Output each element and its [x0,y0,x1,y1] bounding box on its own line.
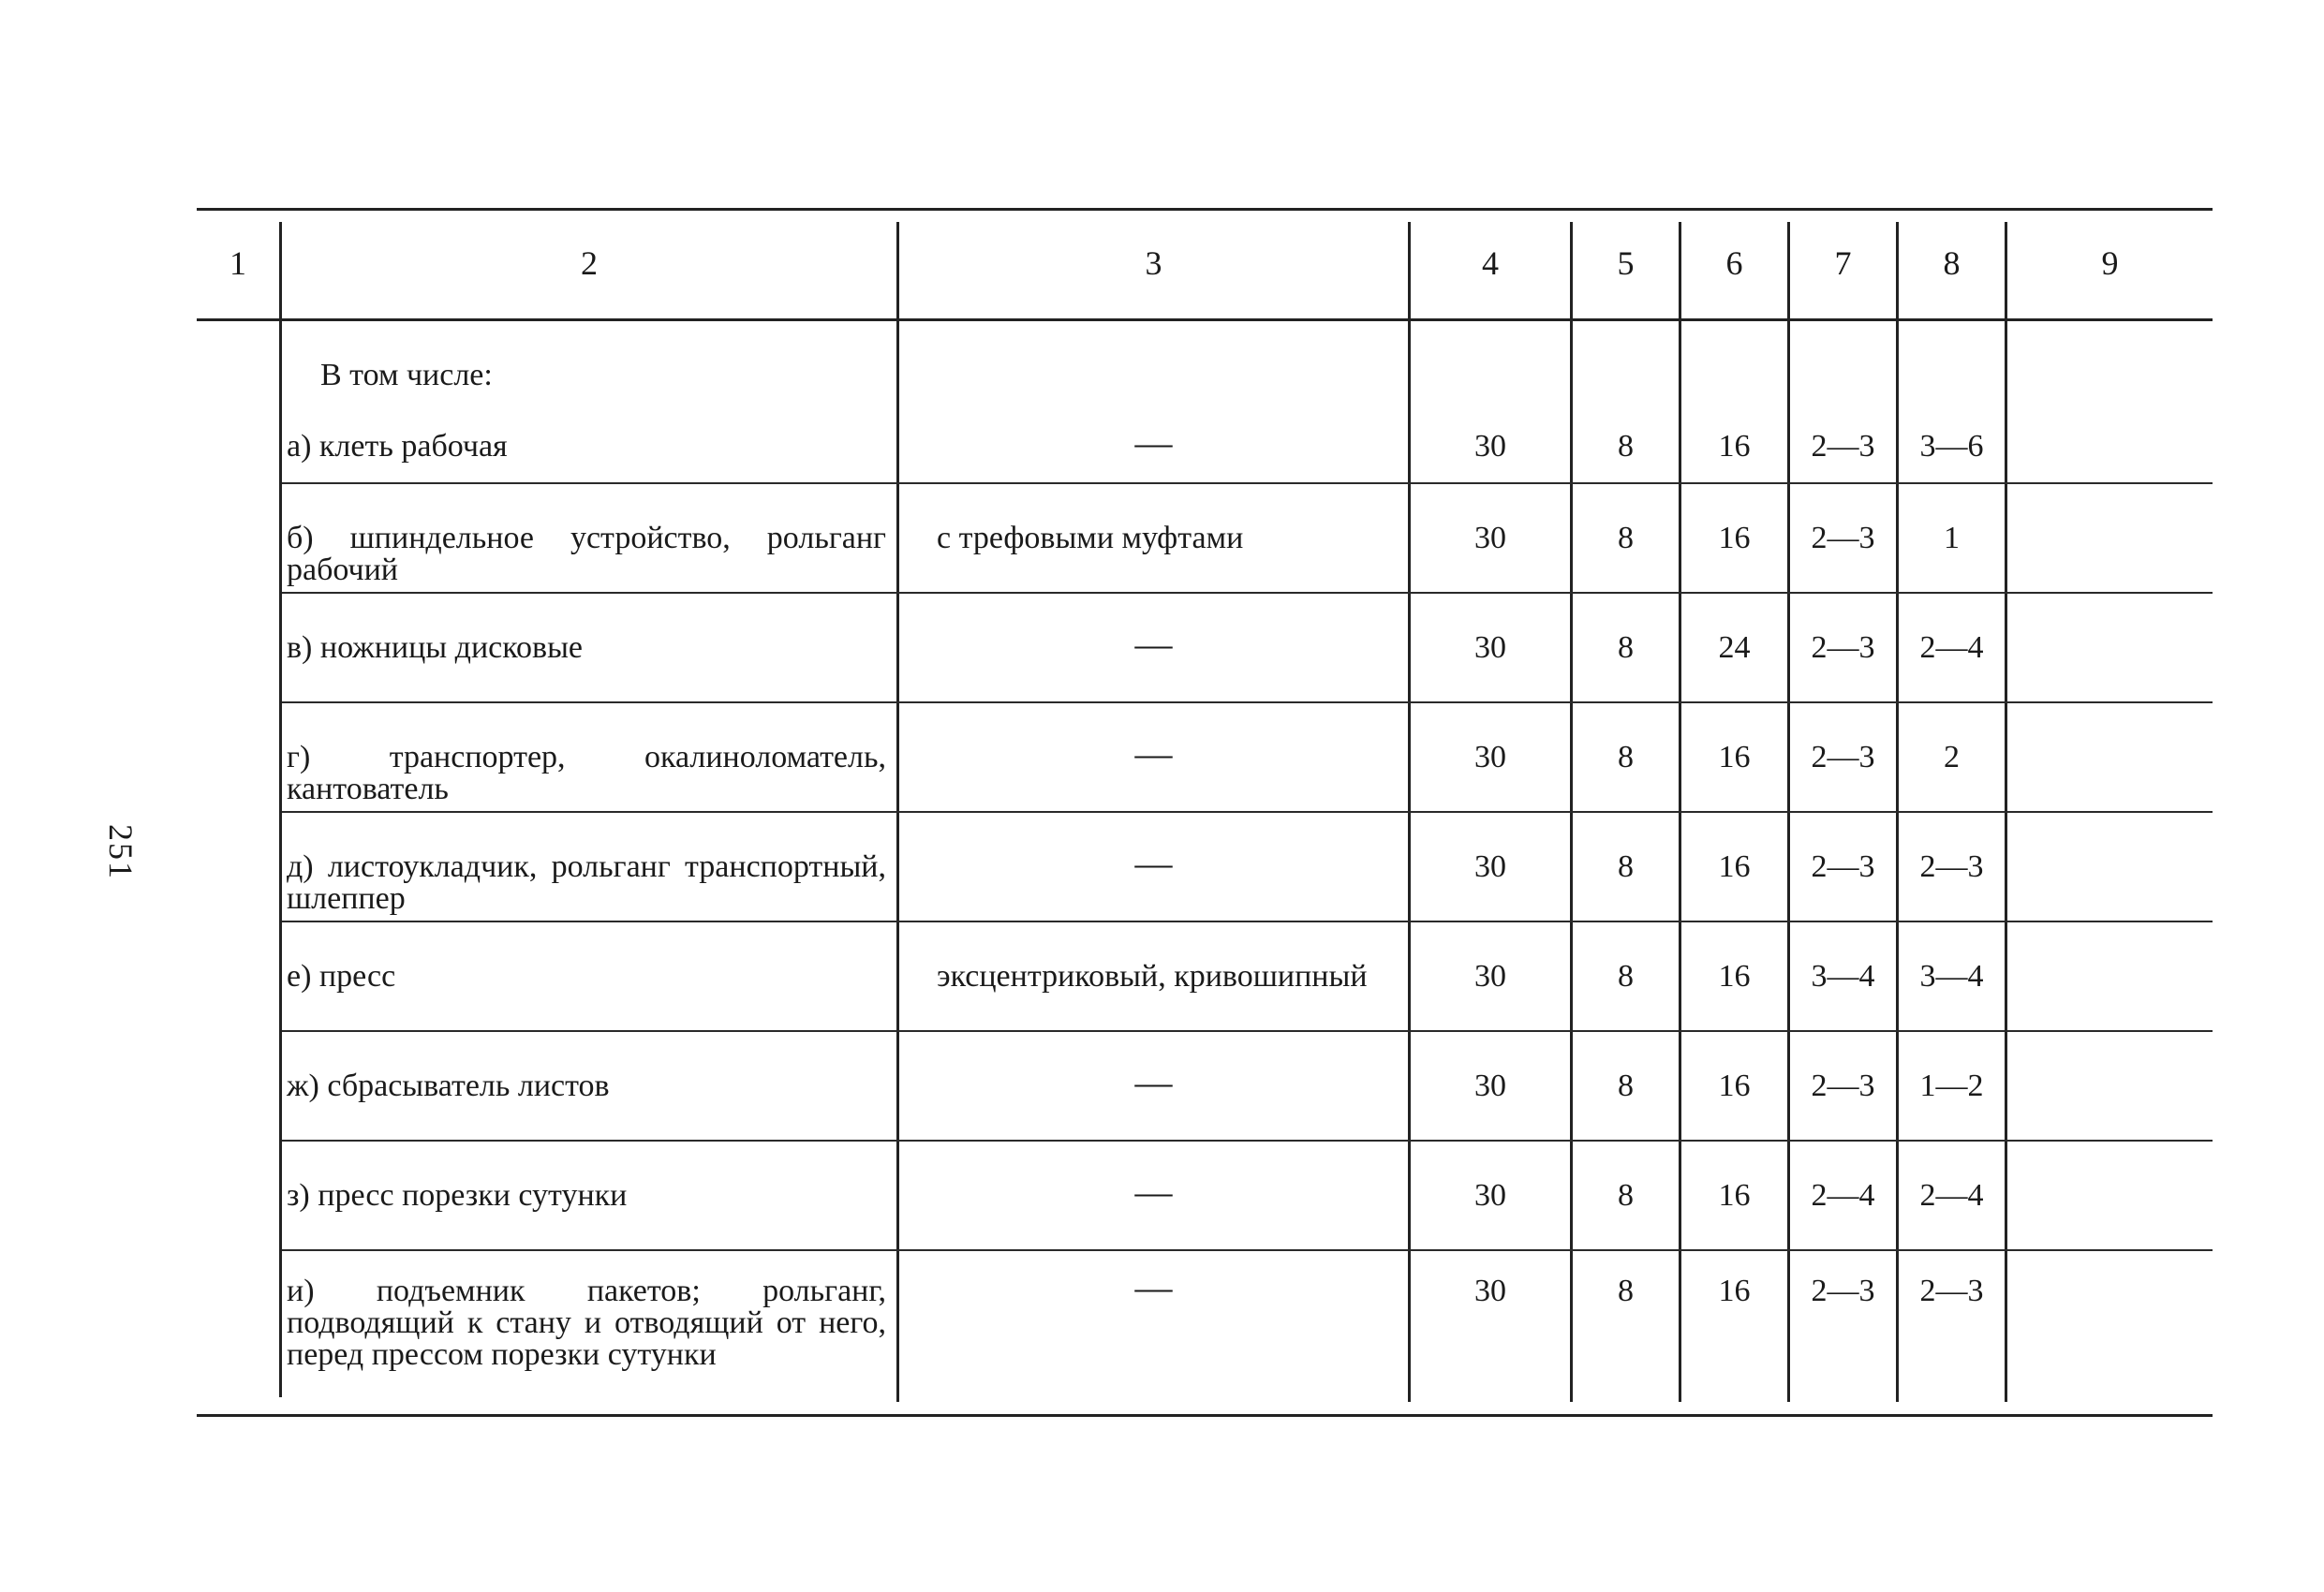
row-f-col7: 3—4 [1811,959,1875,994]
row-i-col8: 2—3 [1919,1274,1984,1308]
row-c-col5: 8 [1618,630,1634,665]
row-d-col5: 8 [1618,740,1634,774]
row-d-col6: 16 [1718,740,1751,774]
header-col-8: 8 [1943,244,1961,282]
row-b-col7: 2—3 [1811,521,1875,555]
row-i-col6: 16 [1718,1274,1751,1308]
row-g-type: — [1134,1061,1173,1103]
row-f-col8: 3—4 [1919,959,1984,994]
row-separator [282,592,2213,594]
row-e-label: д) листоукладчик, рольганг транспортный, шлеппер [287,849,886,916]
header-col-7: 7 [1834,244,1852,282]
row-a-col5: 8 [1618,429,1634,464]
header-col-2: 2 [581,244,598,282]
row-d-type: — [1134,732,1173,774]
row-c-type: — [1134,623,1173,665]
row-i-label: и) подъемник пакетов; рольганг, подводящий к стану и отводящий от него, перед прессом порезки сутунки [287,1274,886,1372]
header-col-5: 5 [1617,244,1635,282]
row-b-col5: 8 [1618,521,1634,555]
equipment-table [197,208,2213,1416]
row-h-label: з) пресс порезки сутунки [287,1178,628,1213]
row-a-col4: 30 [1474,429,1506,464]
row-f-col6: 16 [1718,959,1751,994]
row-i-col7: 2—3 [1811,1274,1875,1308]
header-col-9: 9 [2101,244,2119,282]
row-separator [282,921,2213,922]
row-h-col7: 2—4 [1811,1178,1875,1213]
col-divider-1 [279,222,282,1397]
row-b-col4: 30 [1474,521,1506,555]
row-a-col7: 2—3 [1811,429,1875,464]
row-d-col4: 30 [1474,740,1506,774]
row-f-col5: 8 [1618,959,1634,994]
row-a-col6: 16 [1718,429,1751,464]
row-h-col4: 30 [1474,1178,1506,1213]
header-col-3: 3 [1145,244,1162,282]
table-top-rule [197,208,2213,211]
row-c-col8: 2—4 [1919,630,1984,665]
row-c-col6: 24 [1718,630,1751,665]
row-c-col7: 2—3 [1811,630,1875,665]
table-bottom-rule [197,1414,2213,1417]
row-h-col8: 2—4 [1919,1178,1984,1213]
row-b-type: с трефовыми муфтами [937,521,1244,555]
row-h-col6: 16 [1718,1178,1751,1213]
section-intro: В том числе: [320,358,493,392]
row-g-col8: 1—2 [1919,1069,1984,1103]
row-i-col4: 30 [1474,1274,1506,1308]
row-f-type: эксцентриковый, кривошипный [937,959,1368,994]
row-e-col8: 2—3 [1919,849,1984,884]
row-d-col7: 2—3 [1811,740,1875,774]
row-b-col6: 16 [1718,521,1751,555]
row-c-label: в) ножницы дисковые [287,630,584,665]
row-f-label: е) пресс [287,959,396,994]
row-g-label: ж) сбрасыватель листов [287,1069,610,1103]
row-a-col8: 3—6 [1919,429,1984,464]
header-bottom-rule [197,318,2213,321]
row-e-col4: 30 [1474,849,1506,884]
header-col-1: 1 [229,244,246,282]
row-separator [282,701,2213,703]
row-e-type: — [1134,842,1173,884]
row-i-col5: 8 [1618,1274,1634,1308]
row-d-label: г) транспортер, окалиноломатель, кантователь [287,740,886,806]
row-separator [282,1030,2213,1032]
row-separator [282,482,2213,484]
row-b-label: б) шпиндельное устройство, рольганг рабочий [287,521,886,587]
row-separator [282,1140,2213,1142]
row-d-col8: 2 [1944,740,1960,774]
row-g-col5: 8 [1618,1069,1634,1103]
row-g-col7: 2—3 [1811,1069,1875,1103]
row-e-col6: 16 [1718,849,1751,884]
page-number: 251 [102,824,140,880]
header-col-6: 6 [1725,244,1743,282]
header-col-4: 4 [1482,244,1499,282]
row-i-type: — [1134,1266,1173,1308]
row-f-col4: 30 [1474,959,1506,994]
row-h-type: — [1134,1171,1173,1213]
row-e-col5: 8 [1618,849,1634,884]
row-b-col8: 1 [1944,521,1960,555]
row-g-col4: 30 [1474,1069,1506,1103]
row-separator [282,1249,2213,1251]
row-a-label: а) клеть рабочая [287,429,508,464]
row-h-col5: 8 [1618,1178,1634,1213]
row-c-col4: 30 [1474,630,1506,665]
row-e-col7: 2—3 [1811,849,1875,884]
row-g-col6: 16 [1718,1069,1751,1103]
row-separator [282,811,2213,813]
row-a-type: — [1134,421,1173,464]
